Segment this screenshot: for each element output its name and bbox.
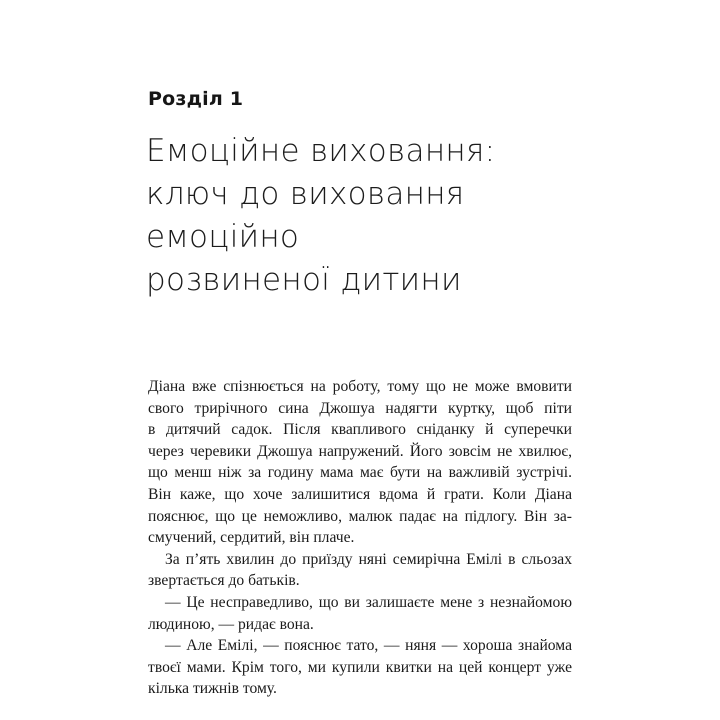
text-line: Він каже, що хоче залишитися вдома й грати. Коли Діана [148, 485, 572, 503]
text-line: що менш ніж за годину мама має бути на важливій зустрічі. [148, 464, 572, 482]
text-line: свого трирічного сина Джошуа надягти куртку, щоб піти [148, 399, 572, 417]
chapter-label: Розділ 1 [148, 88, 244, 110]
chapter-title-line: розвиненої дитини [146, 262, 462, 298]
text-line: в дитячий садок. Після квапливого сніданку й суперечки [148, 421, 572, 439]
text-line: Діана вже спізнюється на роботу, тому що не може вмовити [148, 378, 572, 395]
text-line: — Це несправедливо, що ви залишаєте мене з незнайомою [165, 593, 572, 611]
chapter-title-line: емоційно [146, 219, 300, 255]
chapter-title-line: Емоційне виховання: [146, 133, 496, 169]
text-line: — Але Емілі, — пояснює тато, — няня — хороша знайома [165, 637, 572, 655]
text-line: пояснює, що це неможливо, малюк падає на підлогу. Він за- [148, 507, 572, 525]
text-line: кілька тижнів тому. [148, 680, 277, 698]
text-line: твоєї мами. Крім того, ми купили квитки на цей концерт уже [148, 658, 572, 676]
text-line: За п’ять хвилин до приїзду няні семирічна Емілі в сльозах [165, 550, 572, 568]
chapter-title-line: ключ до виховання [146, 176, 465, 212]
text-line: смучений, сердитий, він плаче. [148, 529, 355, 547]
text-line: людиною, — ридає вона. [148, 615, 314, 633]
text-line: звертається до батьків. [148, 572, 300, 590]
text-line: через черевики Джошуа напружений. Його зовсім не хвилює, [148, 442, 572, 460]
chapter-title [146, 130, 566, 302]
body-text [148, 376, 572, 700]
